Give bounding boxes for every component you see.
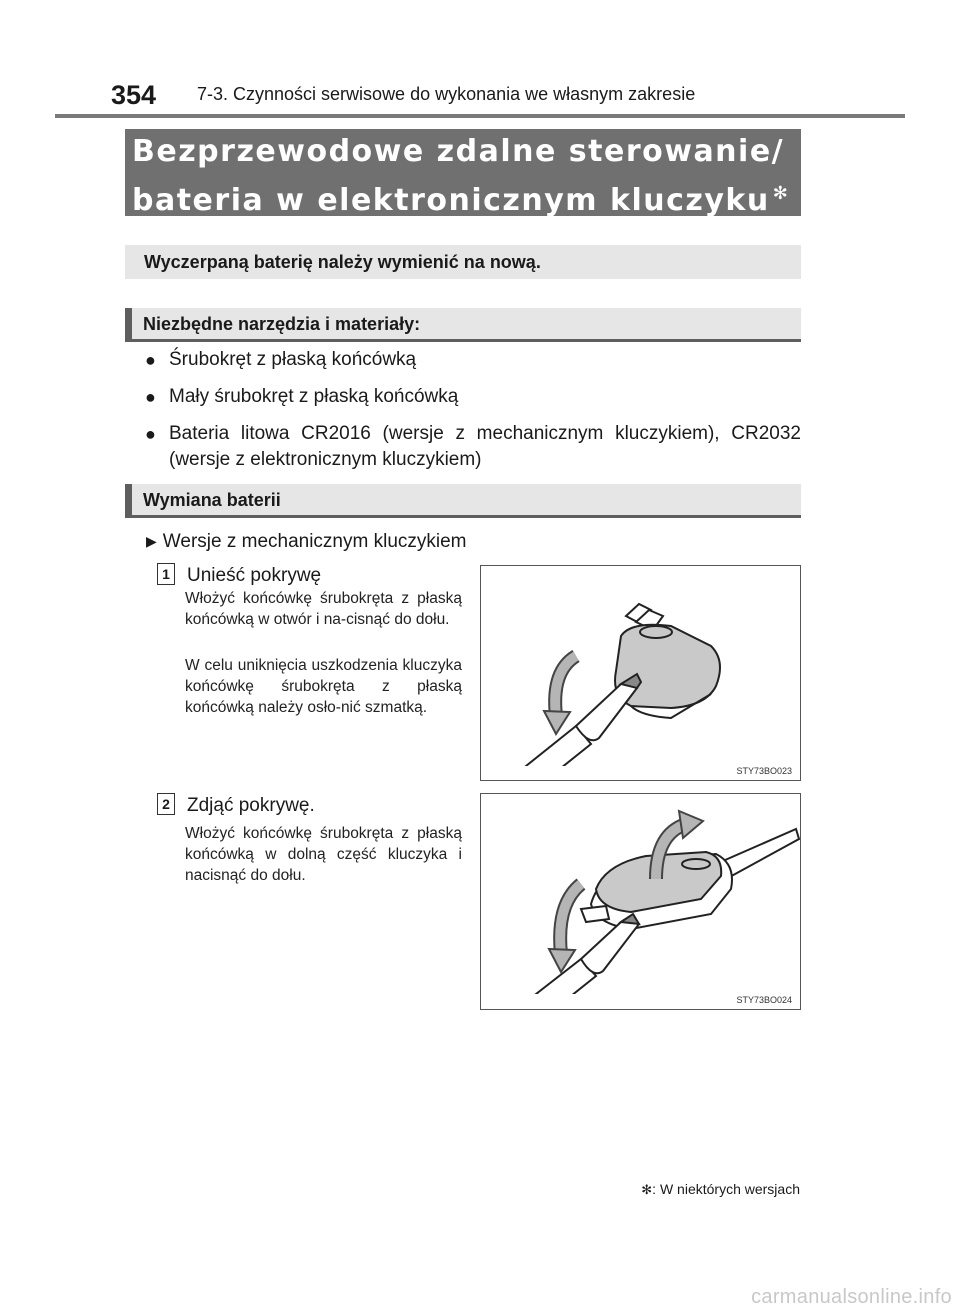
figure-code: STY73BO024 — [736, 995, 792, 1005]
step-2-note-1: Włożyć końcówkę śrubokręta z płaską końcówką w dolną część kluczyka i nacisnąć do dołu. — [185, 825, 462, 884]
footnote-text: : W niektórych wersjach — [652, 1181, 800, 1197]
step-title-text: Unieść pokrywę — [187, 565, 322, 586]
figure-2-key-cover-remove — [480, 793, 801, 1010]
footnote — [641, 1181, 800, 1198]
variant-label — [146, 531, 467, 553]
title-asterisk-marker: ✻ — [772, 183, 790, 204]
tools-list — [145, 347, 801, 484]
list-item — [145, 421, 801, 473]
figure-code: STY73BO023 — [736, 766, 792, 776]
list-item-text: Śrubokręt z płaską końcówką — [169, 349, 417, 370]
list-item-text: Mały śrubokręt z płaską końcówką — [169, 386, 459, 407]
battery-replacement-heading: Wymiana baterii — [125, 484, 801, 518]
list-item — [145, 347, 801, 373]
title-line-2: bateria w elektronicznym kluczyku — [132, 183, 770, 218]
figure-1-key-cover-lift — [480, 565, 801, 781]
tools-heading: Niezbędne narzędzia i materiały: — [125, 308, 801, 342]
step-number-badge: 2 — [157, 793, 175, 815]
watermark: carmanualsonline.info — [751, 1286, 952, 1308]
step-number-badge: 1 — [157, 563, 175, 585]
illustration-key-screwdriver-icon — [481, 566, 800, 766]
step-1-note-2: W celu uniknięcia uszkodzenia kluczyka końcówkę śrubokręta z płaską końcówką należy osło-nić szmatką. — [185, 657, 462, 716]
footnote-asterisk-marker: ✻ — [641, 1182, 653, 1197]
running-head: 7-3. Czynności serwisowe do wykonania we własnym zakresie — [197, 84, 696, 104]
step-1-note-1: Włożyć końcówkę śrubokręta z płaską końcówką w otwór i na-cisnąć do dołu. — [185, 590, 462, 628]
header-rule — [55, 114, 905, 118]
bullet-icon: ● — [145, 424, 156, 444]
list-item-text: Bateria litowa CR2016 (wersje z mechanicznym kluczykiem), CR2032 (wersje z elektronicznym kluczykiem) — [169, 423, 801, 470]
bullet-icon: ● — [145, 350, 156, 370]
page-number: 354 — [111, 80, 157, 110]
page-title — [125, 129, 801, 216]
triangle-arrow-icon: ▶ — [146, 533, 157, 549]
variant-text: Wersje z mechanicznym kluczykiem — [162, 531, 467, 552]
title-line-1: Bezprzewodowe zdalne sterowanie/ — [132, 134, 785, 169]
list-item — [145, 384, 801, 410]
step-title-text: Zdjąć pokrywę. — [187, 795, 315, 816]
step-2-title — [157, 793, 315, 817]
step-1-title — [157, 563, 321, 587]
intro-banner: Wyczerpaną baterię należy wymienić na nową. — [125, 245, 801, 279]
bullet-icon: ● — [145, 387, 156, 407]
illustration-key-cover-removal-icon — [481, 794, 800, 994]
